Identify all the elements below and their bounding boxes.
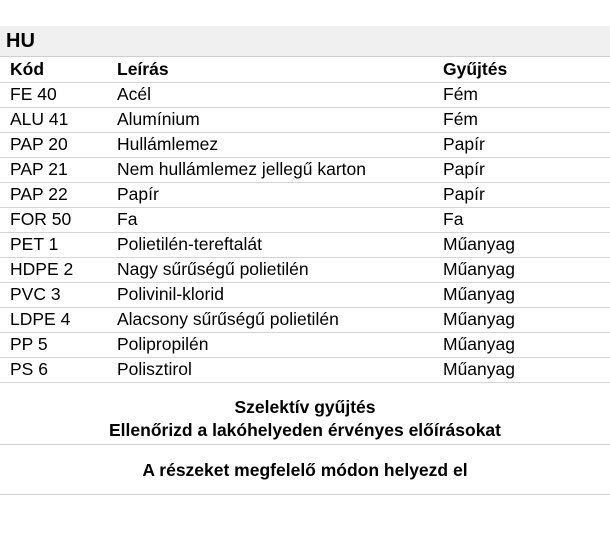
table-row (0, 232, 610, 257)
table-row (0, 182, 610, 207)
cell-code: ALU 41 (0, 107, 112, 132)
cell-collection: Papír (437, 182, 610, 207)
table-body (0, 82, 610, 382)
cell-description: Alumínium (112, 107, 437, 132)
recycling-info-sheet (0, 26, 610, 495)
country-header: HU (0, 26, 610, 57)
cell-description: Alacsony sűrűségű polietilén (112, 307, 437, 332)
cell-collection: Műanyag (437, 307, 610, 332)
cell-code: LDPE 4 (0, 307, 112, 332)
cell-description: Acél (112, 82, 437, 107)
cell-description: Hullámlemez (112, 132, 437, 157)
cell-collection: Papír (437, 157, 610, 182)
cell-description: Papír (112, 182, 437, 207)
table-row (0, 282, 610, 307)
cell-description: Polipropilén (112, 332, 437, 357)
cell-code: FOR 50 (0, 207, 112, 232)
table-row (0, 332, 610, 357)
cell-collection: Műanyag (437, 282, 610, 307)
column-header-code: Kód (0, 57, 112, 82)
cell-description: Polisztirol (112, 357, 437, 382)
cell-collection: Fa (437, 207, 610, 232)
cell-collection: Papír (437, 132, 610, 157)
footer-line-selective-collection: Szelektív gyűjtés (234, 396, 376, 417)
cell-description: Polivinil-klorid (112, 282, 437, 307)
cell-code: PVC 3 (0, 282, 112, 307)
table-row (0, 257, 610, 282)
cell-code: PAP 20 (0, 132, 112, 157)
cell-code: PET 1 (0, 232, 112, 257)
footer-line-check-rules: Ellenőrizd a lakóhelyeden érvényes előírásokat (109, 419, 501, 440)
cell-collection: Műanyag (437, 232, 610, 257)
cell-description: Nem hullámlemez jellegű karton (112, 157, 437, 182)
table-row (0, 307, 610, 332)
cell-description: Nagy sűrűségű polietilén (112, 257, 437, 282)
column-header-description: Leírás (112, 57, 437, 82)
table-row (0, 132, 610, 157)
cell-collection: Műanyag (437, 257, 610, 282)
cell-collection: Műanyag (437, 357, 610, 382)
cell-code: PAP 21 (0, 157, 112, 182)
cell-description: Polietilén-tereftalát (112, 232, 437, 257)
table-row (0, 107, 610, 132)
table-row (0, 157, 610, 182)
table-header-row (0, 57, 610, 82)
cell-collection: Műanyag (437, 332, 610, 357)
cell-description: Fa (112, 207, 437, 232)
cell-collection: Fém (437, 107, 610, 132)
column-header-collection: Gyűjtés (437, 57, 610, 82)
table-row (0, 357, 610, 382)
cell-code: HDPE 2 (0, 257, 112, 282)
recycling-codes-table (0, 57, 610, 383)
cell-code: PP 5 (0, 332, 112, 357)
cell-collection: Fém (437, 82, 610, 107)
disposal-notice: A részeket megfelelő módon helyezd el (0, 445, 610, 495)
collection-notice (0, 383, 610, 445)
table-row (0, 207, 610, 232)
cell-code: PS 6 (0, 357, 112, 382)
table-row (0, 82, 610, 107)
cell-code: FE 40 (0, 82, 112, 107)
cell-code: PAP 22 (0, 182, 112, 207)
